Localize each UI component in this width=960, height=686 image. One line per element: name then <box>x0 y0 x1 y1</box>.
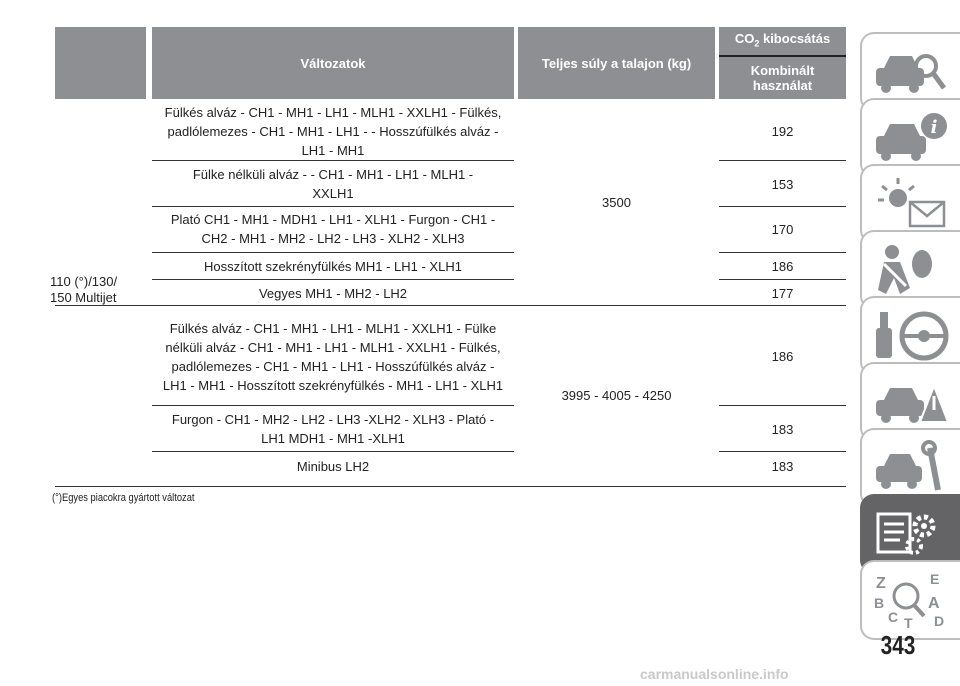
table-row <box>152 309 514 404</box>
svg-text:C: C <box>888 609 899 625</box>
variant-text: Fülke nélküli alváz - - CH1 - MH1 - LH1 - MLH1 - XXLH1 <box>192 167 474 201</box>
airbag-seatbelt-icon <box>870 238 954 304</box>
row-divider <box>719 160 846 161</box>
svg-text:B: B <box>874 595 885 611</box>
svg-text:D: D <box>934 613 945 629</box>
footnote: (°)Egyes piacokra gyártott változat <box>52 492 195 504</box>
car-search-icon <box>870 40 954 106</box>
co2-value: 183 <box>771 458 794 474</box>
watermark: carmanualsonline.info <box>640 666 789 682</box>
co2-value: 177 <box>771 285 794 301</box>
row-divider <box>719 252 846 253</box>
header-co2 <box>719 27 846 55</box>
variant-text: Fülkés alváz - CH1 - MH1 - LH1 - MLH1 - XXLH1 - Fülke nélküli alváz - CH1 - MH1 - LH1 - MLH1 - XXLH1 - Fülkés, padlólemezes - CH1 - MH1 - LH1 - Hosszúfülkés alváz - LH1 - MH1 - Hosszított szekrényfülkés - MH1 - LH1 - XLH1 <box>162 320 504 393</box>
engine-label: 110 (°)/130/ 150 Multijet <box>50 274 118 305</box>
car-service-wrench-icon <box>870 436 954 502</box>
co2-value: 170 <box>771 221 794 237</box>
engine-cell <box>50 270 140 310</box>
row-divider <box>152 252 514 253</box>
svg-text:E: E <box>930 571 940 587</box>
variant-text: Minibus LH2 <box>296 458 370 474</box>
variant-text: Plató CH1 - MH1 - MDH1 - LH1 - XLH1 - Furgon - CH1 - CH2 - MH1 - MH2 - LH2 - LH3 - XLH2 - XLH3 <box>170 212 496 246</box>
section-divider <box>55 305 846 306</box>
row-divider <box>152 160 514 161</box>
table-row <box>152 103 514 160</box>
header-weight-label: Teljes súly a talajon (kg) <box>541 55 692 71</box>
variant-text: Fülkés alváz - CH1 - MH1 - LH1 - MLH1 - XXLH1 - Fülkés, padlólemezes - CH1 - MH1 - LH1 - - Hosszúfülkés alváz - LH1 - MH1 <box>164 105 502 158</box>
header-combined-label: Kombinált használat <box>750 63 815 93</box>
row-divider <box>719 279 846 280</box>
row-divider <box>719 405 846 406</box>
table-row <box>152 455 514 477</box>
table-row <box>152 209 514 249</box>
row-divider <box>152 206 514 207</box>
header-weight <box>518 27 715 99</box>
svg-text:T: T <box>904 615 913 631</box>
car-info-icon <box>870 106 954 172</box>
variant-text: Furgon - CH1 - MH2 - LH2 - LH3 -XLH2 - XLH3 - Plató - LH1 MDH1 - MH1 -XLH1 <box>171 412 495 446</box>
co2-value: 186 <box>771 258 794 274</box>
table-row <box>152 282 514 304</box>
car-accident-icon <box>870 370 954 436</box>
header-combined <box>719 57 846 99</box>
table-row <box>152 409 514 449</box>
svg-text:Z: Z <box>876 575 886 592</box>
co2-value: 186 <box>771 349 794 364</box>
table-row <box>152 255 514 277</box>
warning-lights-message-icon <box>870 172 954 238</box>
co2-value: 192 <box>771 124 794 139</box>
variant-text: Hosszított szekrényfülkés MH1 - LH1 - XLH1 <box>204 258 462 274</box>
header-variants-label: Változatok <box>300 55 366 71</box>
co2-value: 153 <box>771 176 794 192</box>
alphabetical-index-icon <box>870 568 954 634</box>
table-bottom-rule <box>55 486 846 487</box>
row-divider <box>719 206 846 207</box>
header-variants <box>152 27 514 99</box>
row-divider <box>152 279 514 280</box>
page-number: 343 <box>880 630 916 660</box>
variant-text: Vegyes MH1 - MH2 - LH2 <box>258 285 408 301</box>
co2-value: 183 <box>771 421 794 437</box>
tab-index[interactable] <box>860 560 960 640</box>
header-co2-label: $CO_2$ kibocsátás <box>734 30 831 49</box>
weight-cell-2 <box>518 305 715 485</box>
row-divider <box>152 451 514 452</box>
table-row <box>152 164 514 204</box>
row-divider <box>719 451 846 452</box>
weight-value: 3500 <box>602 195 631 210</box>
technical-data-gear-icon <box>870 502 954 568</box>
svg-text:A: A <box>928 595 940 612</box>
row-divider <box>152 405 514 406</box>
weight-value: 3995 - 4005 - 4250 <box>561 387 672 403</box>
svg-text:i: i <box>930 117 938 138</box>
steering-wheel-key-icon <box>870 304 954 370</box>
weight-cell-1 <box>518 100 715 305</box>
header-blank <box>55 27 146 99</box>
